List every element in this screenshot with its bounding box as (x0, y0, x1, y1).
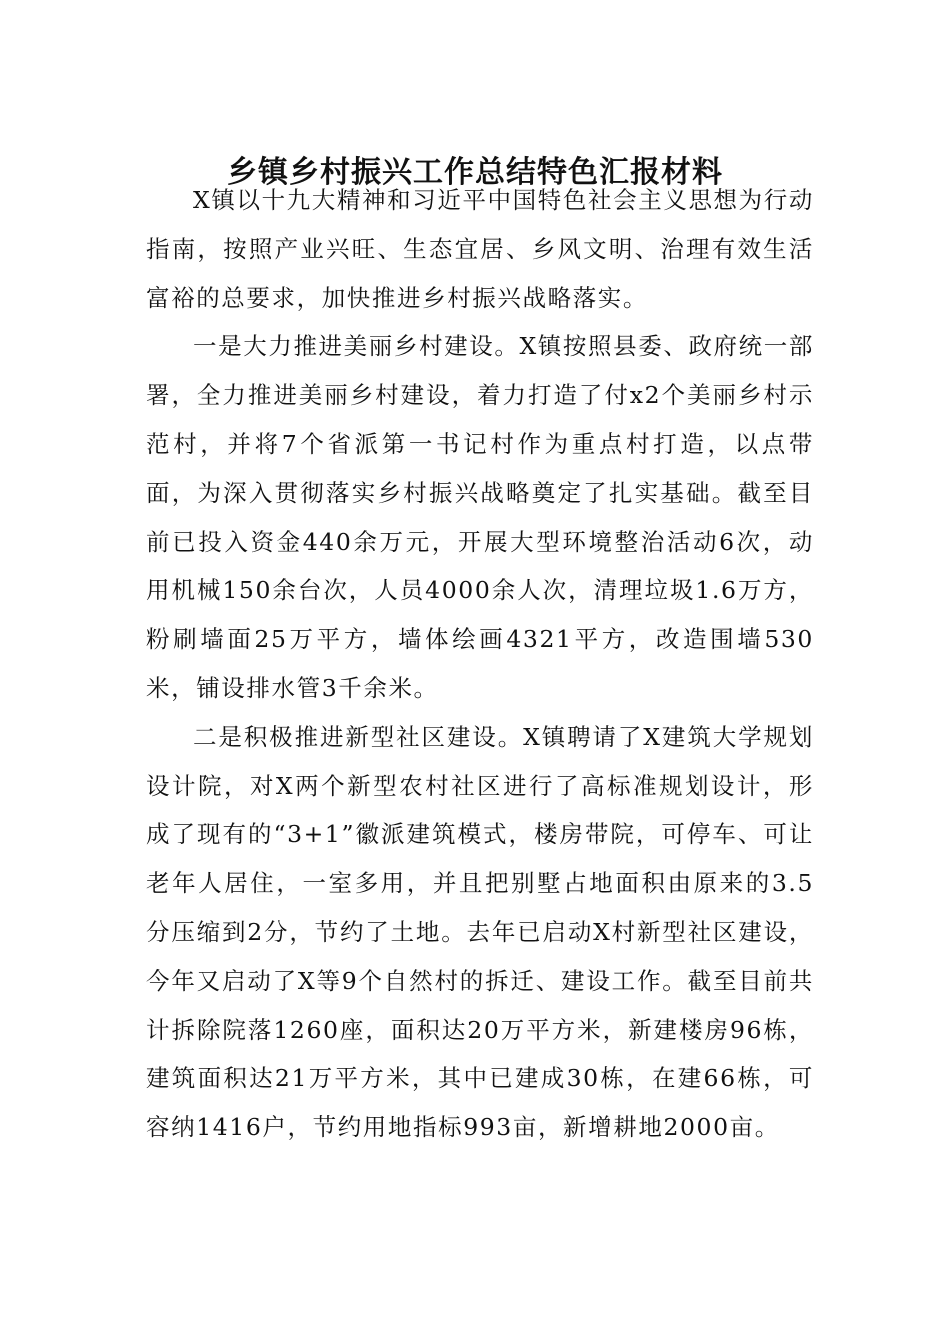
paragraph-new-community: 二是积极推进新型社区建设。X镇聘请了X建筑大学规划设计院，对X两个新型农村社区进行了高标准规划设计，形成了现有的“3+1”徽派建筑模式，楼房带院，可停车、可让老年人居住，一室多用，并且把别墅占地面积由原来的3.5分压缩到2分，节约了土地。去年已启动X村新型社区建设，今年又启动了X等9个自然村的拆迁、建设工作。截至目前共计拆除院落1260座，面积达20万平方米，新建楼房96栋，建筑面积达21万平方米，其中已建成30栋，在建66栋，可容纳1416户，节约用地指标993亩，新增耕地2000亩。 (146, 722, 814, 1142)
paragraph-intro: X镇以十九大精神和习近平中国特色社会主义思想为行动指南，按照产业兴旺、生态宜居、乡风文明、治理有效生活富裕的总要求，加快推进乡村振兴战略落实。 (146, 186, 814, 312)
document-title: 乡镇乡村振兴工作总结特色汇报材料 (227, 155, 723, 191)
paragraph-beautiful-village: 一是大力推进美丽乡村建设。X镇按照县委、政府统一部署，全力推进美丽乡村建设，着力打造了付x2个美丽乡村示范村，并将7个省派第一书记村作为重点村打造，以点带面，为深入贯彻落实乡村振兴战略奠定了扎实基础。截至目前已投入资金440余万元，开展大型环境整治活动6次，动用机械150余台次，人员4000余人次，清理垃圾1.6万方，粉刷墙面25万平方，墙体绘画4321平方，改造围墙530米，铺设排水管3千余米。 (146, 332, 814, 702)
document-body (146, 176, 814, 1152)
